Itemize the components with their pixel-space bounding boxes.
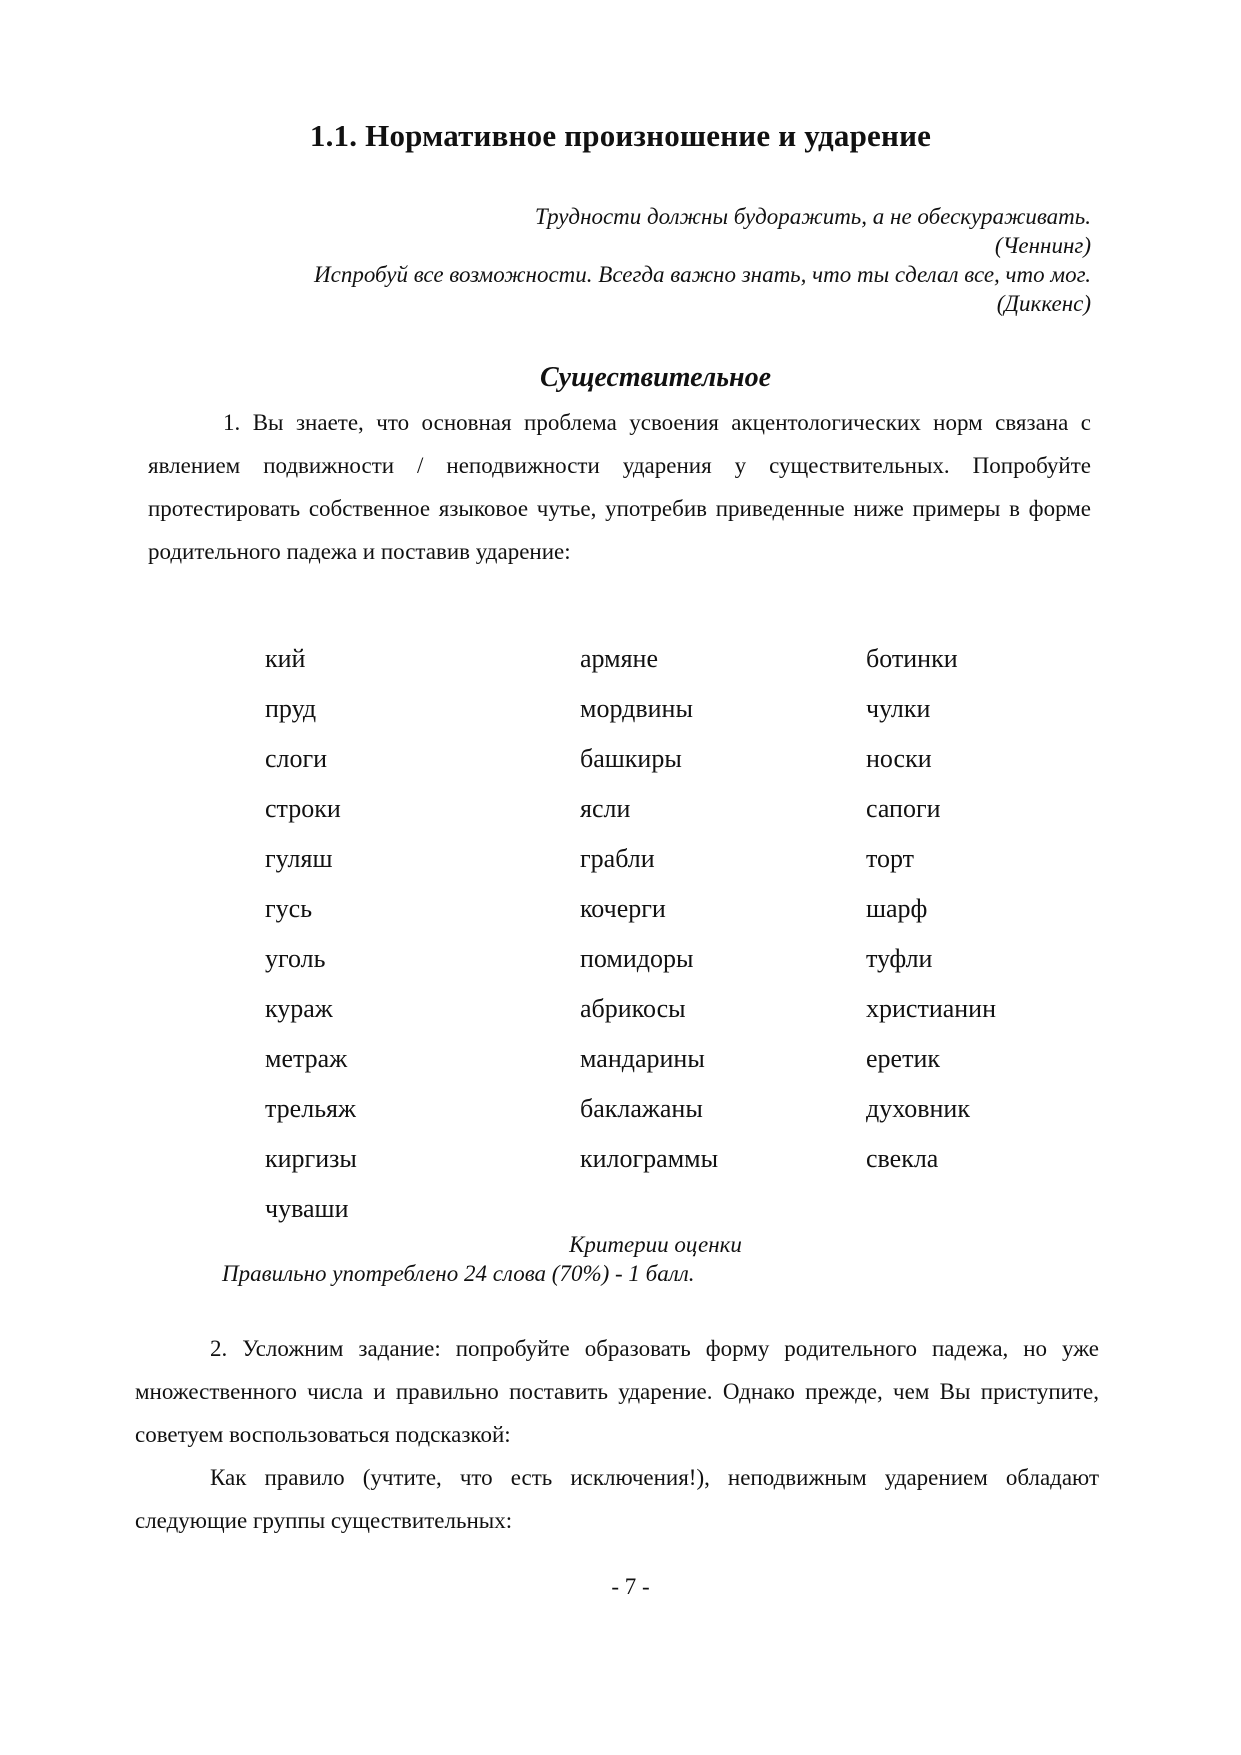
- word-item: торт: [866, 844, 915, 873]
- word-item: метраж: [265, 1044, 348, 1073]
- word-item: чулки: [866, 694, 931, 723]
- word-item: килограммы: [580, 1144, 719, 1173]
- epigraph-author-1: (Ченнинг): [994, 233, 1091, 258]
- word-item: армяне: [580, 644, 659, 673]
- word-item: киргизы: [265, 1144, 357, 1173]
- epigraph-quote-1: Трудности должны будоражить, а не обескураживать.: [534, 204, 1091, 229]
- word-item: пруд: [265, 694, 317, 723]
- word-item: абрикосы: [580, 994, 686, 1023]
- task-1-paragraph: [148, 401, 1091, 573]
- epigraph-author-2: (Диккенс): [996, 291, 1091, 316]
- task-2-hint: Как правило (учтите, что есть исключения!), неподвижным ударением обладают следующие группы существительных:: [135, 1465, 1099, 1533]
- subsection-heading: Существительное: [539, 362, 772, 393]
- word-item: кураж: [265, 994, 333, 1023]
- word-item: баклажаны: [580, 1094, 703, 1123]
- word-item: гуляш: [265, 844, 333, 873]
- word-item: ботинки: [866, 644, 958, 673]
- word-item: духовник: [866, 1094, 970, 1123]
- word-item: туфли: [866, 944, 933, 973]
- word-item: кочерги: [580, 894, 666, 923]
- word-item: чуваши: [265, 1194, 349, 1223]
- word-item: мандарины: [580, 1044, 705, 1073]
- word-list: [0, 634, 1241, 1223]
- word-item: еретик: [866, 1044, 940, 1073]
- word-item: строки: [265, 794, 341, 823]
- criteria-title: Критерии оценки: [569, 1232, 742, 1257]
- word-item: кий: [265, 644, 306, 673]
- word-item: помидоры: [580, 944, 694, 973]
- epigraph-quote-2: Испробуй все возможности. Всегда важно знать, что ты сделал все, что мог.: [314, 262, 1091, 287]
- word-item: ясли: [580, 794, 631, 823]
- criteria-text: Правильно употреблено 24 слова (70%) - 1 балл.: [222, 1261, 695, 1286]
- word-item: сапоги: [866, 794, 941, 823]
- page-number: - 7 -: [611, 1574, 650, 1599]
- word-item: слоги: [265, 744, 328, 773]
- word-item: уголь: [265, 944, 326, 973]
- task-2-paragraph: [135, 1327, 1099, 1542]
- word-item: шарф: [866, 894, 928, 923]
- task-1-text: 1. Вы знаете, что основная проблема усвоения акцентологических норм связана с явлением подвижности / неподвижности ударения у существительных. Попробуйте протестировать собственное языковое чутье, употребив приведенные ниже примеры в форме родительного падежа и поставив ударение:: [148, 410, 1091, 564]
- word-item: башкиры: [580, 744, 682, 773]
- section-heading: 1.1. Нормативное произношение и ударение: [309, 118, 932, 153]
- word-item: гусь: [265, 894, 313, 923]
- word-item: носки: [866, 744, 932, 773]
- word-item: грабли: [580, 844, 655, 873]
- word-item: мордвины: [580, 694, 693, 723]
- task-2-text: 2. Усложним задание: попробуйте образовать форму родительного падежа, но уже множественного числа и правильно поставить ударение. Однако прежде, чем Вы приступите, советуем воспользоваться подсказкой:: [135, 1336, 1099, 1447]
- word-item: христианин: [866, 994, 997, 1023]
- word-column-2: [580, 634, 718, 1184]
- word-column-3: [866, 634, 996, 1184]
- word-item: трельяж: [265, 1094, 356, 1123]
- word-item: свекла: [866, 1144, 939, 1173]
- word-column-1: [265, 634, 357, 1234]
